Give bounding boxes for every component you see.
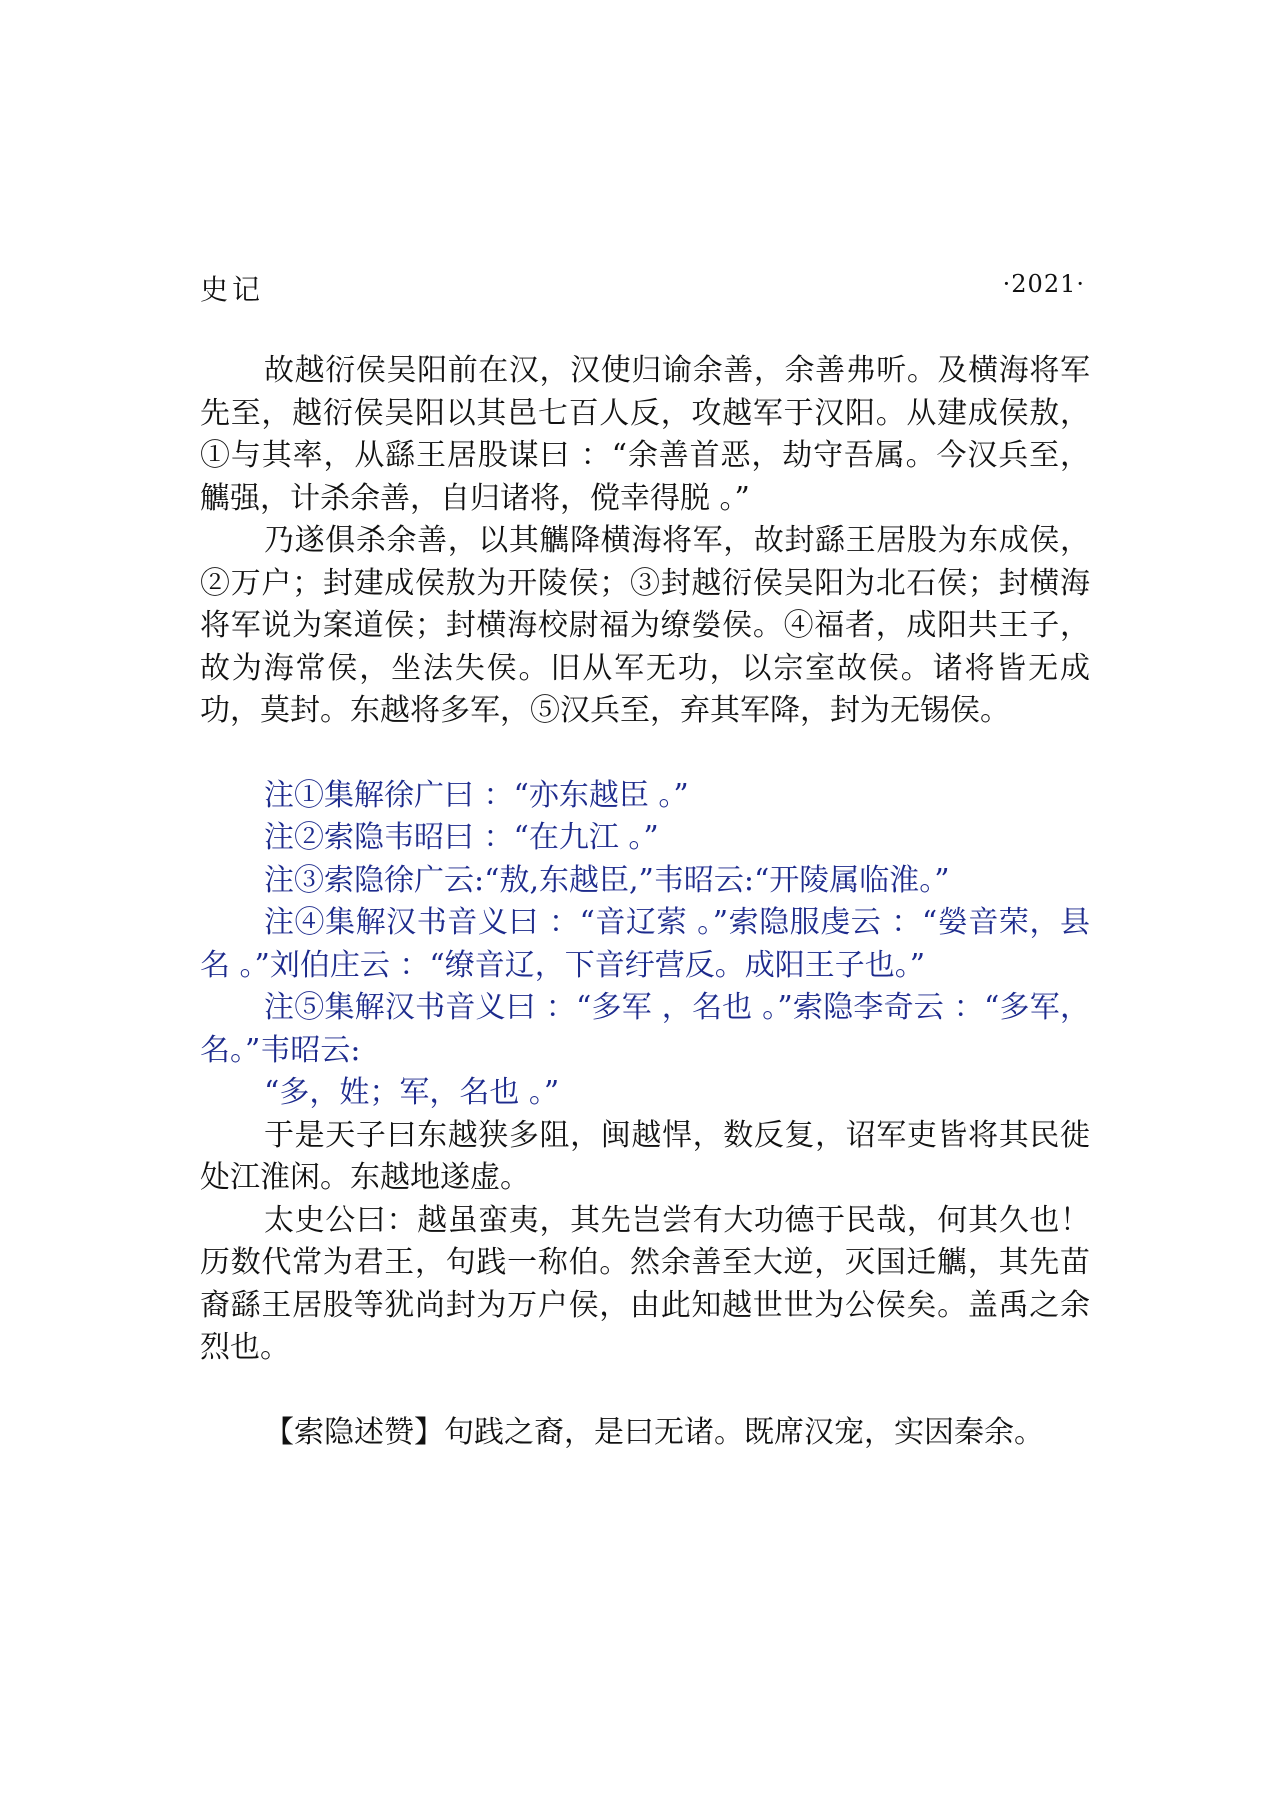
paragraph-1: 故越衍侯吴阳前在汉，汉使归谕余善，余善弗听。及横海将军先至，越衍侯吴阳以其邑七百人反，攻越军于汉阳。从建成侯敖，①与其率，从繇王居股谋曰 ：“余善首恶，劫守吾属。今汉兵至，觽强，计杀余善，自归诸将，傥幸得脱 。” <box>200 353 1090 516</box>
note-1: 注①集解徐广曰 ：“亦东越臣 。” <box>264 777 689 813</box>
note-4: 注④集解汉书音义曰 ：“音辽萦 。”索隐服虔云 ：“嫈音荣，县名 。”刘伯庄云 ：“缭音辽，下音纡营反。成阳王子也。” <box>200 905 1090 983</box>
note-5-continued: “多，姓；军，名也 。” <box>264 1075 560 1110</box>
page-header <box>200 268 1085 308</box>
paragraph-3: 于是天子曰东越狭多阻，闽越悍，数反复，诏军吏皆将其民徙处江淮闲。东越地遂虚。 <box>200 1117 1090 1195</box>
spacer <box>200 1370 1090 1412</box>
page-body <box>200 350 1090 1454</box>
paragraph-4: 太史公曰：越虽蛮夷，其先岂尝有大功德于民哉，何其久也！历数代常为君王，句践一称伯。然余善至大逆，灭国迁觽，其先苗裔繇王居股等犹尚封为万户侯，由此知越世世为公侯矣。盖禹之余烈也。 <box>200 1202 1090 1365</box>
book-title: 史记 <box>200 273 265 306</box>
spacer <box>200 733 1090 775</box>
paragraph-5: 【索隐述赞】句践之裔，是曰无诸。既席汉宠，实因秦余。 <box>264 1414 1044 1450</box>
note-2: 注②索隐韦昭曰 ：“在九江 。” <box>264 820 659 855</box>
page-number: ·2021· <box>1002 270 1085 298</box>
note-5: 注⑤集解汉书音义曰 ：“多军 ，名也 。”索隐李奇云 ：“多军，名。”韦昭云: <box>200 990 1090 1068</box>
note-3: 注③索隐徐广云:“敖,东越臣,”韦昭云:“开陵属临淮。” <box>264 862 950 898</box>
paragraph-2: 乃遂俱杀余善，以其觽降横海将军，故封繇王居股为东成侯，②万户；封建成侯敖为开陵侯；③封越衍侯吴阳为北石侯；封横海将军说为案道侯；封横海校尉福为缭嫈侯。④福者，成阳共王子，故为海常侯，坐法失侯。旧从军无功，以宗室故侯。诸将皆无成功，莫封。东越将多军，⑤汉兵至，弃其军降，封为无锡侯。 <box>200 523 1090 728</box>
